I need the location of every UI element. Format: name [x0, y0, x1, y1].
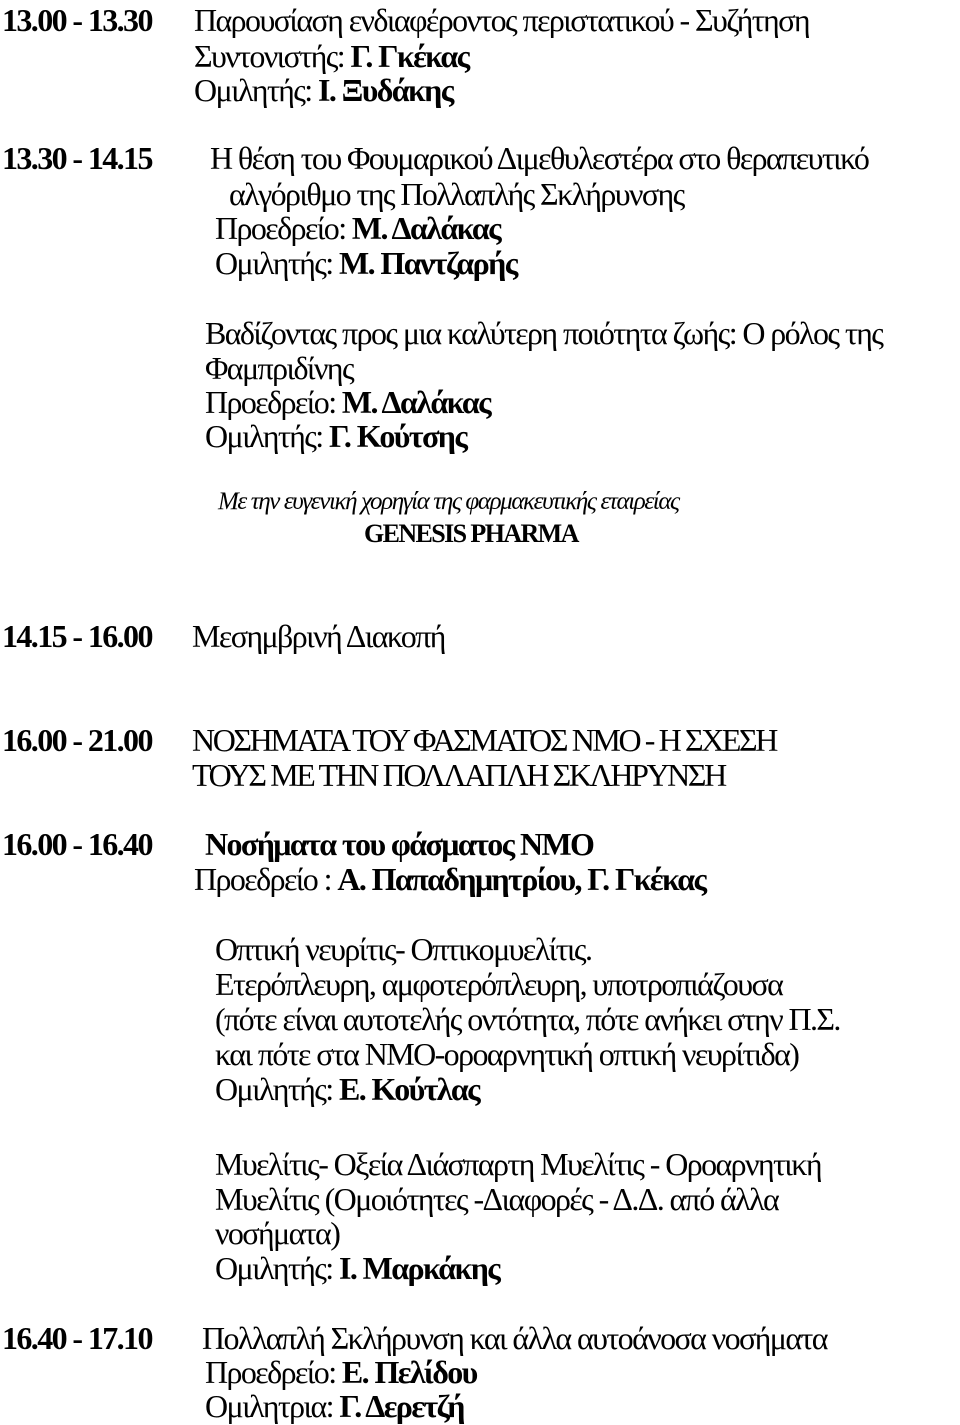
chair-label: Προεδρείο: [205, 1354, 342, 1390]
session-title-line1: Η θέση του Φουμαρικού Διμεθυλεστέρα στο θεραπευτικό [210, 140, 869, 176]
speaker-line [215, 245, 517, 281]
chair-name: Ε. Πελίδου [341, 1354, 477, 1390]
chair-line [205, 384, 490, 420]
speaker-line [194, 72, 453, 108]
talk-line3: (πότε είναι αυτοτελής οντότητα, πότε ανήκει στην Π.Σ. [215, 1001, 840, 1037]
speaker-name: Ι. Μαρκάκης [339, 1250, 500, 1286]
talk-line1: Οπτική νευρίτις- Οπτικομυελίτις. [215, 931, 592, 967]
session-time: 13.30 - 14.15 [2, 140, 152, 176]
chair-name: Α. Παπαδημητρίου, Γ. Γκέκας [337, 861, 706, 897]
speaker-name: Ι. Ξυδάκης [318, 72, 453, 108]
coordinator-label: Συντονιστής: [194, 38, 351, 74]
talk-line3: νοσήματα) [215, 1215, 340, 1251]
sponsor-text: Με την ευγενική χορηγία της φαρμακευτικής εταιρείας [218, 488, 679, 515]
speaker-line [205, 1388, 464, 1424]
chair-name: Μ. Δαλάκας [341, 384, 491, 420]
speaker-name: Μ. Παντζαρής [339, 245, 517, 281]
session-title: Πολλαπλή Σκλήρυνση και άλλα αυτοάνοσα νοσήματα [202, 1320, 827, 1356]
session-title: Νοσήματα του φάσματος ΝΜΟ [205, 826, 594, 862]
speaker-label: Ομιλητής: [215, 245, 340, 281]
chair-label: Προεδρείο: [205, 384, 342, 420]
session-title-line2: Φαμπριδίνης [205, 350, 354, 386]
speaker-line [215, 1071, 479, 1107]
speaker-line [215, 1250, 499, 1286]
speaker-label: Ομιλητής: [215, 1071, 340, 1107]
chair-line [194, 861, 705, 897]
session-title: Παρουσίαση ενδιαφέροντος περιστατικού - Συζήτηση [194, 2, 809, 38]
chair-line [205, 1354, 477, 1390]
speaker-line [205, 418, 466, 454]
talk-line1: Μυελίτις- Οξεία Διάσπαρτη Μυελίτις - Οροαρνητική [215, 1146, 821, 1182]
session-time: 16.40 - 17.10 [2, 1320, 152, 1356]
chair-label: Προεδρείο: [215, 210, 352, 246]
block-title-line2: ΤΟΥΣ ΜΕ ΤΗΝ ΠΟΛΛΑΠΛΗ ΣΚΛΗΡΥΝΣΗ [192, 757, 725, 793]
chair-label: Προεδρείο : [194, 861, 338, 897]
speaker-name: Γ. Κούτσης [329, 418, 467, 454]
block-title-line1: ΝΟΣΗΜΑΤΑ ΤΟΥ ΦΑΣΜΑΤΟΣ ΝΜΟ - Η ΣΧΕΣΗ [192, 722, 776, 758]
speaker-name: Γ. Δερετζή [339, 1388, 464, 1424]
speaker-name: Ε. Κούτλας [339, 1071, 480, 1107]
speaker-label: Ομιλητής: [205, 418, 330, 454]
break-title: Μεσημβρινή Διακοπή [192, 618, 445, 654]
session-title-line2: αλγόριθμο της Πολλαπλής Σκλήρυνσης [229, 176, 684, 212]
session-time: 13.00 - 13.30 [2, 2, 152, 38]
speaker-label: Ομιλητής: [194, 72, 319, 108]
chair-line [215, 210, 500, 246]
chair-name: Μ. Δαλάκας [351, 210, 501, 246]
coordinator-name: Γ. Γκέκας [350, 38, 469, 74]
session-title-line1: Βαδίζοντας προς μια καλύτερη ποιότητα ζωής: Ο ρόλος της [205, 315, 883, 351]
break-time: 14.15 - 16.00 [2, 618, 152, 654]
session-time: 16.00 - 16.40 [2, 826, 152, 862]
talk-line2: Ετερόπλευρη, αμφοτερόπλευρη, υποτροπιάζουσα [215, 966, 783, 1002]
coordinator-line [194, 38, 469, 74]
talk-line4: και πότε στα ΝΜΟ-οροαρνητική οπτική νευρίτιδα) [215, 1036, 799, 1072]
speaker-label: Ομιλητρια: [205, 1388, 340, 1424]
talk-line2: Μυελίτις (Ομοιότητες -Διαφορές - Δ.Δ. από άλλα [215, 1181, 779, 1217]
speaker-label: Ομιλητής: [215, 1250, 340, 1286]
block-time: 16.00 - 21.00 [2, 722, 152, 758]
sponsor-name: GENESIS PHARMA [364, 519, 578, 548]
